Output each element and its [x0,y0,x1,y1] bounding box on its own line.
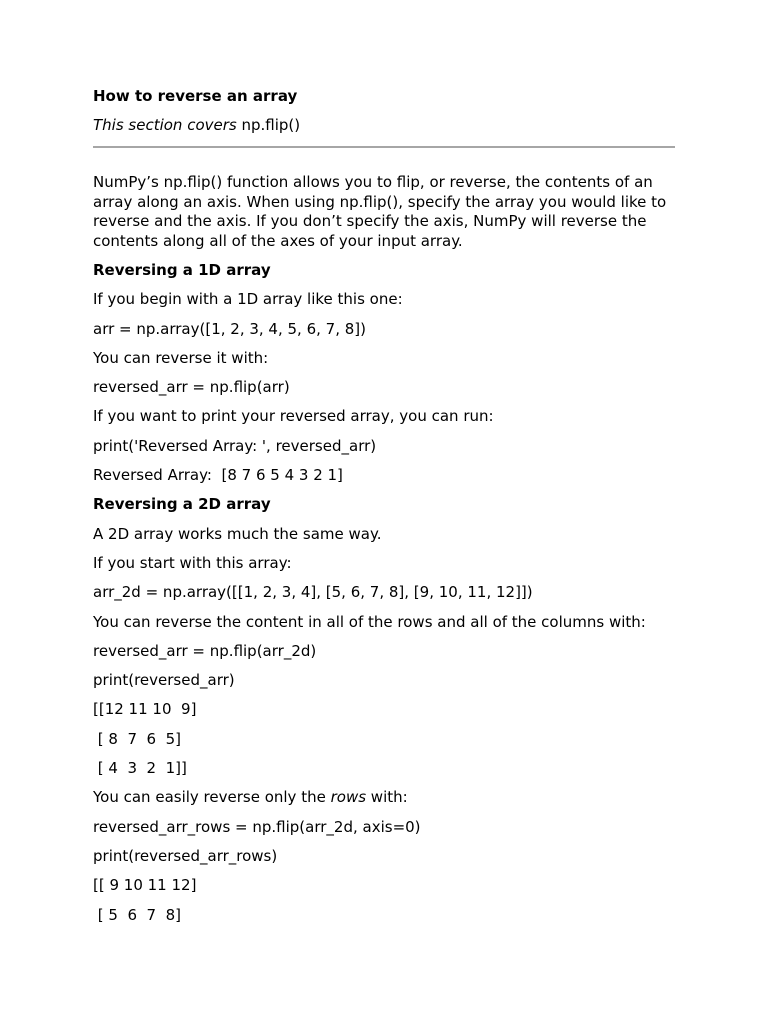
heading-1d-array: Reversing a 1D array [93,261,271,279]
output-all-line-2: [ 8 7 6 5] [93,729,182,748]
subtitle-function: np.flip() [236,116,301,134]
code-arr: arr = np.array([1, 2, 3, 4, 5, 6, 7, 8]) [93,319,367,338]
section-title: How to reverse an array [93,87,298,105]
paragraph-2d-same: A 2D array works much the same way. [93,524,382,543]
output-all-line-3: [ 4 3 2 1]] [93,759,187,778]
code-arr-2d: arr_2d = np.array([[1, 2, 3, 4], [5, 6, 7, 8], [9, 10, 11, 12]]) [93,583,533,602]
paragraph-1d-begin: If you begin with a 1D array like this one: [93,290,403,309]
output-rows-line-1: [[ 9 10 11 12] [93,876,197,895]
paragraph-reverse-all: You can reverse the content in all of the rows and all of the columns with: [93,612,646,631]
heading-2d-array: Reversing a 2D array [93,495,271,514]
code-print-rows: print(reversed_arr_rows) [93,846,278,865]
output-1d: Reversed Array: [8 7 6 5 4 3 2 1] [93,466,343,485]
document-page [93,86,675,934]
output-all-line-1: [[12 11 10 9] [93,700,197,719]
section-subtitle [93,115,675,135]
output-rows-line-2: [ 5 6 7 8] [93,905,182,924]
paragraph-reverse-rows [93,787,675,807]
code-flip-rows: reversed_arr_rows = np.flip(arr_2d, axis=0) [93,817,421,836]
rows-text-post: with: [366,788,408,807]
paragraph-reverse-with: You can reverse it with: [93,348,269,367]
rows-text-em: rows [330,788,367,807]
code-print: print('Reversed Array: ', reversed_arr) [93,436,377,455]
code-flip-2d: reversed_arr = np.flip(arr_2d) [93,641,317,660]
rows-text-pre: You can easily reverse only the [93,788,331,807]
code-flip: reversed_arr = np.flip(arr) [93,378,290,397]
paragraph-print: If you want to print your reversed array, you can run: [93,407,494,426]
code-print-2d: print(reversed_arr) [93,671,235,690]
subtitle-italic: This section covers [93,116,237,134]
horizontal-divider [93,146,675,148]
intro-paragraph: NumPy’s np.flip() function allows you to flip, or reverse, the contents of an array along an axis. When using np.flip(), specify the array you would like to reverse and the axis. If you don’t specify the axis, NumPy will reverse the contents along all of the axes of your input array. [93,173,667,250]
paragraph-2d-start: If you start with this array: [93,553,292,572]
